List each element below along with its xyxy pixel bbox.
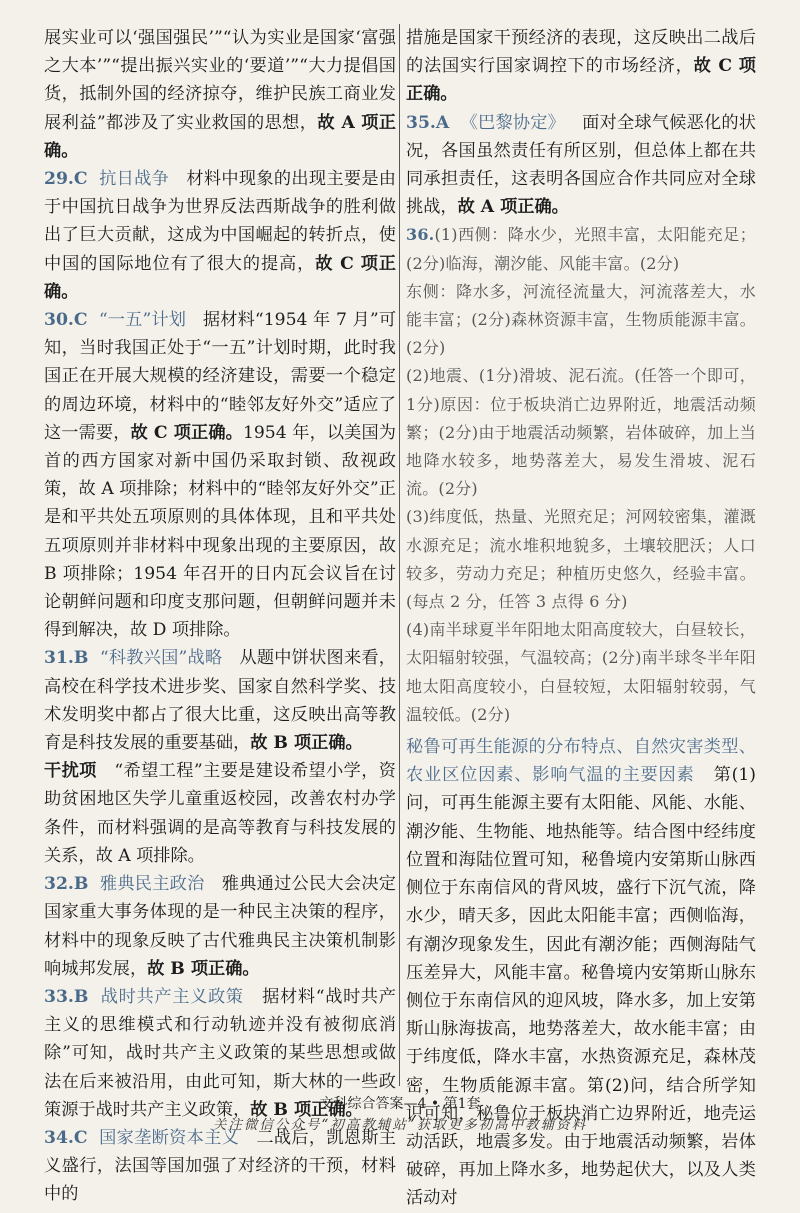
topic-label: 战时共产主义政策 [100,986,244,1007]
answer-34 [44,1124,396,1209]
distractor-note [44,757,396,870]
answer-text: (1)西侧：降水少，光照丰富，太阳能充足；(2分)临海，潮汐能、风能丰富。(2分) [406,225,756,273]
topic-label: 国家垄断资本主义 [99,1127,240,1148]
right-column [406,24,756,1213]
answer-36-analysis [406,733,756,1212]
explanation-text: 从题中饼状图来看，高校在科学技术进步奖、国家自然科学奖、技术发明奖中都占了很大比重，这反映出高等教育是科技发展的重要基础， [44,648,396,754]
topic-label: 雅典民主政治 [99,874,205,895]
distractor-label: 干扰项 [44,761,97,782]
conclusion-text: 故 B 项正确。 [147,958,260,979]
answer-36-part4: (4)南半球夏半年阳地太阳高度较大，白昼较长，太阳辐射较强，气温较高；(2分)南半球冬半年阳地太阳高度较小，白昼较短，太阳辐射较弱，气温较低。(2分) [406,620,756,724]
explanation-text: “希望工程”主要是建设希望小学，资助贫困地区失学儿童重返校园，改善农村办学条件，而材料强调的是高等教育与科技发展的关系，故 A 项排除。 [44,761,396,866]
conclusion-text: 故 C 项正确。 [406,56,756,105]
answer-29 [44,165,396,306]
conclusion-text: 故 A 项正确。 [44,112,396,161]
left-column [44,24,396,1209]
question-number: 36. [406,225,435,245]
paragraph-text: 措施是国家干预经济的表现，这反映出二战后的法国实行国家调控下的市场经济， [406,28,756,77]
conclusion-text: 故 B 项正确。 [250,733,363,754]
conclusion-text: 故 C 项正确。 [44,253,396,302]
answer-32 [44,870,396,983]
question-number: 35.A [406,112,450,133]
explanation-text: 据材料“战时共产主义的思维模式和行动轨迹并没有被彻底消除”可知，战时共产主义政策的某些思想或做法在后来被沿用，由此可知，斯大林的一些政策源于战时共产主义政策， [44,986,396,1120]
topic-label: 秘鲁可再生能源的分布特点、自然灾害类型、农业区位因素、影响气温的主要因素 [406,737,756,786]
answer-30 [44,306,396,644]
question-number: 32.B [44,874,89,895]
conclusion-text: 故 B 项正确。 [250,1099,363,1120]
answer-36-part2: (2)地震、(1分)滑坡、泥石流。(任答一个即可，1分)原因：位于板块消亡边界附近，地震活动频繁；(2分)由于地震活动频繁，岩体破碎，加上当地降水较多，地势落差大，易发生滑坡、泥石流。(2分) [406,366,756,499]
conclusion-text: 故 A 项正确。 [457,197,569,218]
topic-label: 抗日战争 [99,169,170,190]
explanation-text: 雅典通过公民大会决定国家重大事务体现的是一种民主决策的程序，材料中的现象反映了古代雅典民主决策机制影响城邦发展， [44,874,396,979]
answer-36-part3: (3)纬度低，热量、光照充足；河网较密集，灌溉水源充足；流水堆积地貌多，土壤较肥沃；人口较多，劳动力充足；种植历史悠久，经验丰富。(每点 2 分，任答 3 点得 6 分) [406,507,756,612]
explanation-text: 第(1)问，可再生能源主要有太阳能、风能、水能、潮汐能、生物能、地热能等。结合图中经纬度位置和海陆位置可知，秘鲁境内安第斯山脉西侧位于东南信风的背风坡，盛行下沉气流，降水少，晴天多，因此太阳能丰富；西侧临海，有潮汐现象发生，因此有潮汐能；西侧海陆气压差异大，风能丰富。秘鲁境内安第斯山脉东侧位于东南信风的迎风坡，降水多，加上安第斯山脉海拔高，地势落差大，故水能丰富；由于纬度低，降水丰富，水热资源充足，森林茂密，生物质能源丰富。第(2)问，结合所学知识可知，秘鲁位于板块消亡边界附近，地壳运动活跃，地震多发。由于地震活动频繁，岩体破碎，再加上降水多，地势起伏大，以及人类活动对 [406,765,756,1209]
paragraph-text: 展实业可以‘强国强民’”“认为实业是国家‘富强之大本’”“提出振兴实业的‘要道’”“大力提倡国货，抵制外国的经济掠夺，维护民族工商业发展利益”都涉及了实业救国的思想， [44,28,396,133]
explanation-text: 二战后，凯恩斯主义盛行，法国等国加强了对经济的干预，材料中的 [44,1127,396,1205]
explanation-text-2: 1954 年，以美国为首的西方国家对新中国仍采取封锁、敌视政策，故 A 项排除；材料中的“睦邻友好外交”正是和平共处五项原则的具体体现，且和平共处五项原则并非材料中现象出现的主要原因，故 B 项排除；1954 年召开的日内瓦会议旨在讨论朝鲜问题和印度支那问题，但朝鲜问题并未得到解决，故 D 项排除。 [44,422,396,641]
explanation-text: 据材料“1954 年 7 月”可知，当时我国正处于“一五”计划时期，此时我国正在开展大规模的经济建设，需要一个稳定的周边环境，材料中的“睦邻友好外交”适应了这一需要， [44,310,397,443]
page-footer: 文科综合答案—4 • 第1套 [319,1096,481,1112]
answer-36-part1b: 东侧：降水多，河流径流量大，河流落差大，水能丰富；(2分)森林资源丰富，生物质能源丰富。(2分) [406,281,756,358]
explanation-text: 面对全球气候恶化的状况，各国虽然责任有所区别，但总体上都在共同承担责任，这表明各国应合作共同应对全球挑战， [406,112,756,218]
continuation-paragraph [406,24,756,109]
question-number: 34.C [44,1127,88,1148]
topic-label: “一五”计划 [98,310,187,331]
column-divider [399,24,400,1086]
question-number: 29.C [44,169,88,190]
promo-note: 关注微信公众号“初高教辅站”获取更多初高中教辅资料 [212,1117,588,1133]
conclusion-text: 故 C 项正确。 [130,422,243,443]
answer-31 [44,644,396,757]
continuation-paragraph [44,24,396,165]
answer-36-part1 [406,221,756,277]
question-number: 30.C [44,310,88,331]
answer-35 [406,109,756,222]
question-number: 31.B [44,648,89,669]
explanation-text: 材料中现象的出现主要是由于中国抗日战争为世界反法西斯战争的胜利做出了巨大贡献，这成为中国崛起的转折点，使中国的国际地位有了很大的提高， [44,169,396,274]
question-number: 33.B [44,986,89,1007]
topic-label: “科教兴国”战略 [99,648,223,669]
topic-label: 《巴黎协定》 [460,112,566,133]
